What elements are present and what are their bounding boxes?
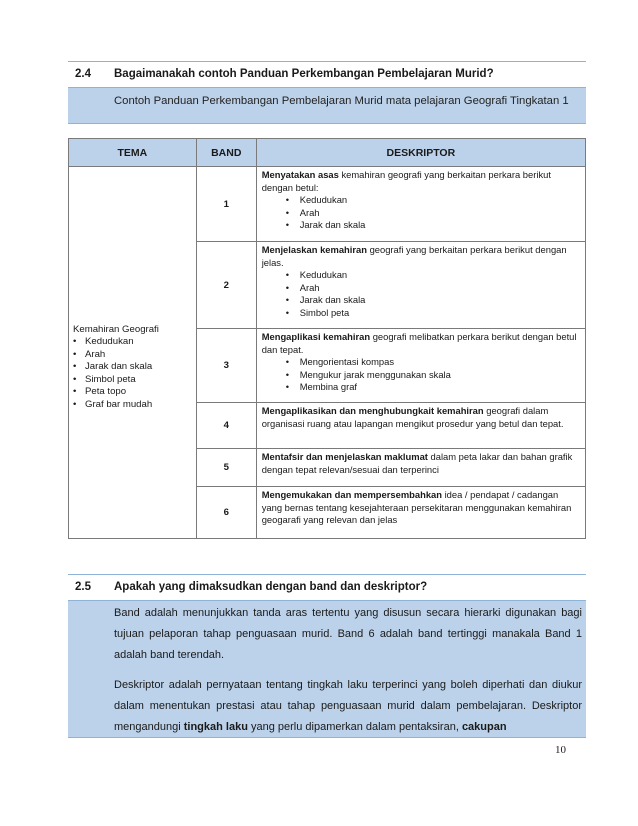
list-item: • Kedudukan	[73, 336, 192, 349]
tema-cell	[69, 167, 197, 539]
descriptor-bold: Mengemukakan dan mempersembahkan	[261, 489, 442, 500]
descriptor-text: idea / pendapat / cadangan yang bernas tentang kesejahteraan persekitaran menggunakan kemahiran geogarafi yang relevan dan jelas	[261, 489, 572, 525]
section-title: Bagaimanakah contoh Panduan Perkembangan Pembelajaran Murid?	[114, 68, 494, 80]
descriptor-bold: Mengaplikasikan dan menghubungkait kemahiran	[261, 405, 484, 416]
section-2-5-heading	[68, 574, 586, 600]
para2-start: Deskriptor adalah pernyataan tentang tingkah laku terperinci yang boleh diperhati dan diukur dalam menentukan prestasi atau tahap penguasaan murid dalam pembelajaran. Deskriptor mengandungi	[114, 679, 582, 733]
header-tema: TEMA	[69, 139, 197, 167]
descriptor-bold: Menyatakan asas	[261, 169, 339, 180]
band-value: 6	[196, 487, 256, 539]
list-item: • Simbol peta	[262, 307, 580, 320]
descriptor-text: kemahiran geografi yang berkaitan perkara berikut dengan betul:	[261, 169, 551, 193]
table-header-row	[69, 139, 586, 167]
list-item: • Kedudukan	[262, 194, 580, 207]
tema-list	[73, 336, 192, 411]
band-value: 5	[196, 449, 256, 487]
band-value: 4	[196, 403, 256, 449]
descriptor-bold: Mentafsir dan menjelaskan maklumat	[261, 451, 428, 462]
page-number: 10	[555, 744, 566, 756]
paragraph-band: Band adalah menunjukkan tanda aras tertentu yang disusun secara hierarki digunakan bagi tujuan pelaporan tahap penguasaan murid. Band 6 adalah band tertinggi manakala Band 1 adalah band terendah.	[114, 607, 582, 661]
band-value: 2	[196, 242, 256, 329]
list-item: • Mengukur jarak menggunakan skala	[262, 369, 580, 382]
para2-bold-tingkah-laku: tingkah laku	[183, 721, 248, 733]
descriptor-cell	[256, 449, 585, 487]
paragraph-deskriptor	[114, 675, 582, 738]
list-item: • Mengorientasi kompas	[262, 356, 580, 369]
descriptor-cell	[256, 403, 585, 449]
section-title: Apakah yang dimaksudkan dengan band dan deskriptor?	[114, 581, 428, 593]
subtitle-text: Contoh Panduan Perkembangan Pembelajaran Murid mata pelajaran Geografi Tingkatan 1	[114, 95, 569, 107]
section-2-5-body	[68, 600, 586, 738]
band-descriptor-table	[68, 138, 586, 539]
header-band: BAND	[196, 139, 256, 167]
band-value: 3	[196, 329, 256, 403]
table-row	[69, 167, 586, 242]
list-item: • Arah	[262, 207, 580, 220]
descriptor-list	[262, 269, 580, 319]
list-item: • Arah	[262, 282, 580, 295]
descriptor-cell	[256, 329, 585, 403]
list-item: • Graf bar mudah	[73, 399, 192, 412]
list-item: • Kedudukan	[262, 269, 580, 282]
list-item: • Peta topo	[73, 386, 192, 399]
descriptor-cell	[256, 242, 585, 329]
list-item: • Jarak dan skala	[262, 294, 580, 307]
section-2-4-subtitle-band	[68, 87, 586, 124]
descriptor-text: geografi dalam organisasi ruang atau lapangan mengikut prosedur yang betul dan tepat.	[261, 405, 564, 429]
section-2-4-heading	[68, 61, 586, 87]
section-2-5-text	[114, 603, 582, 738]
descriptor-text: geografi yang berkaitan perkara berikut dengan jelas.	[261, 244, 567, 268]
list-item: • Simbol peta	[73, 374, 192, 387]
section-number: 2.4	[75, 68, 91, 80]
descriptor-list	[262, 194, 580, 232]
tema-label: Kemahiran Geografi	[73, 323, 159, 335]
para2-bold-cakupan: cakupan	[461, 721, 507, 733]
descriptor-cell	[256, 167, 585, 242]
descriptor-bold: Menjelaskan kemahiran	[261, 244, 367, 255]
para2-mid: yang perlu dipamerkan dalam pentaksiran,	[247, 721, 462, 733]
band-value: 1	[196, 167, 256, 242]
list-item: • Jarak dan skala	[262, 219, 580, 232]
header-deskriptor: DESKRIPTOR	[256, 139, 585, 167]
descriptor-list	[262, 356, 580, 394]
list-item: • Jarak dan skala	[73, 361, 192, 374]
descriptor-text: dalam peta lakar dan bahan grafik dengan tepat relevan/sesuai dan terperinci	[261, 451, 573, 475]
list-item: • Arah	[73, 349, 192, 362]
descriptor-cell	[256, 487, 585, 539]
list-item: • Membina graf	[262, 381, 580, 394]
descriptor-text: geografi melibatkan perkara berikut dengan betul dan tepat.	[261, 331, 577, 355]
section-number: 2.5	[75, 581, 91, 593]
descriptor-bold: Mengaplikasi kemahiran	[261, 331, 371, 342]
